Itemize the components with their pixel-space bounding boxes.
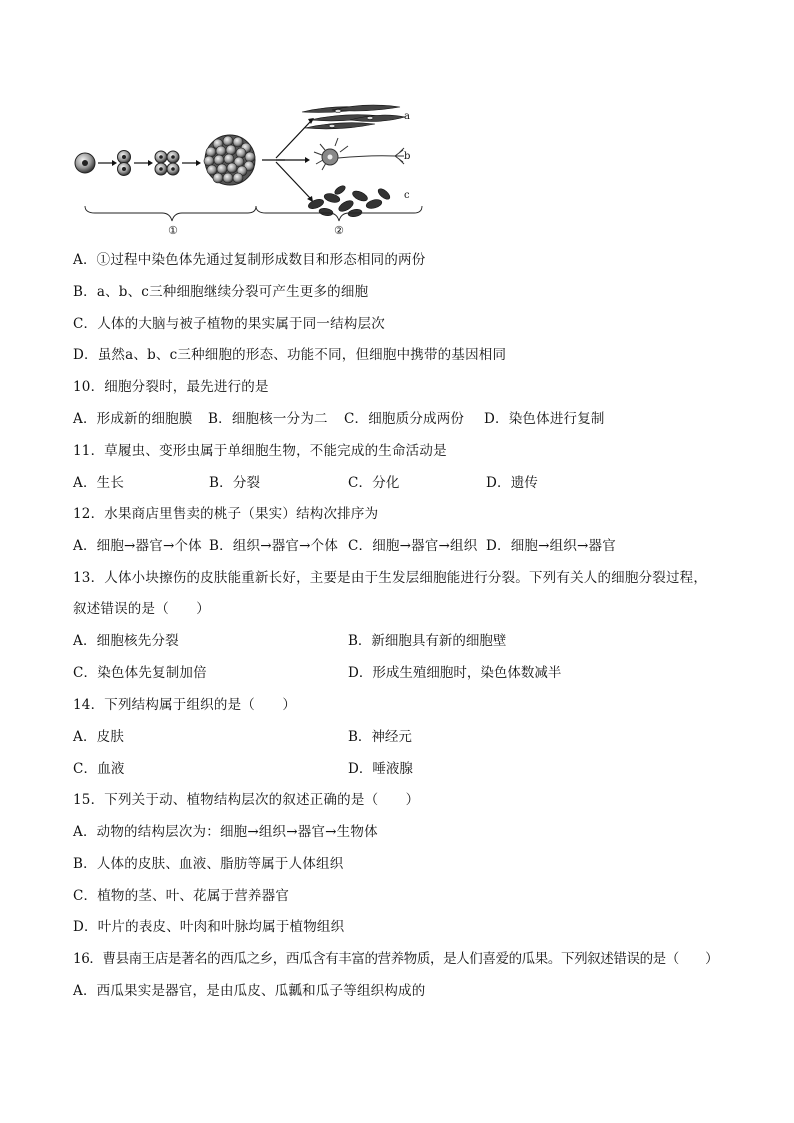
cell-cluster xyxy=(204,135,255,185)
q12-option-b: B．组织→器官→个体 xyxy=(209,538,339,554)
q11-stem: 11．草履虫、变形虫属于单细胞生物，不能完成的生命活动是 xyxy=(73,443,447,459)
cell-division-diagram xyxy=(70,100,430,240)
q10-option-b: B．细胞核一分为二 xyxy=(208,411,328,427)
two-cell-stage xyxy=(118,151,131,176)
q11-option-c: C．分化 xyxy=(348,475,400,491)
q15-option-a: A．动物的结构层次为：细胞→组织→器官→生物体 xyxy=(73,824,378,840)
q10-stem: 10．细胞分裂时，最先进行的是 xyxy=(73,379,269,395)
q9-option-d: D．虽然a、b、c三种细胞的形态、功能不同，但细胞中携带的基因相同 xyxy=(73,347,507,363)
q9-option-c: C．人体的大脑与被子植物的果实属于同一结构层次 xyxy=(73,316,385,332)
q11-option-a: A．生长 xyxy=(73,475,125,491)
q13-option-c: C．染色体先复制加倍 xyxy=(73,665,207,681)
q12-option-c: C．细胞→器官→组织 xyxy=(348,538,478,554)
q11-options xyxy=(73,474,538,492)
q10-options xyxy=(73,410,605,428)
label-a: a xyxy=(404,111,410,122)
fertilized-egg-cell xyxy=(75,153,95,173)
q11-option-d: D．遗传 xyxy=(486,475,539,491)
q14-stem: 14．下列结构属于组织的是（ ） xyxy=(73,697,297,713)
q13-option-a: A．细胞核先分裂 xyxy=(73,633,179,649)
q15-stem: 15．下列关于动、植物结构层次的叙述正确的是（ ） xyxy=(73,792,420,808)
q15-option-c: C．植物的茎、叶、花属于营养器官 xyxy=(73,888,290,904)
q14-option-a: A．皮肤 xyxy=(73,729,125,745)
q14-option-b: B．神经元 xyxy=(348,729,412,745)
neuron-cell-b xyxy=(314,138,404,170)
q13-option-d: D．形成生殖细胞时，染色体数减半 xyxy=(348,665,562,681)
q11-option-b: B．分裂 xyxy=(209,475,261,491)
q10-option-d: D．染色体进行复制 xyxy=(484,411,605,427)
muscle-cells-a xyxy=(302,105,405,129)
q13-stem-line2: 叙述错误的是（ ） xyxy=(73,601,210,617)
q9-option-a: A．①过程中染色体先通过复制形成数目和形态相同的两份 xyxy=(73,252,426,268)
q14-option-c: C．血液 xyxy=(73,761,125,777)
q10-option-c: C．细胞质分成两份 xyxy=(344,411,465,427)
q13-option-b: B．新细胞具有新的细胞壁 xyxy=(348,633,507,649)
q16-option-a: A．西瓜果实是器官，是由瓜皮、瓜瓤和瓜子等组织构成的 xyxy=(73,983,426,999)
brace-stage1 xyxy=(85,206,256,221)
label-b: b xyxy=(404,151,411,162)
q16-stem: 16．曹县南王店是著名的西瓜之乡，西瓜含有丰富的营养物质，是人们喜爱的瓜果。下列叙述错误的是（ ） xyxy=(73,951,719,967)
q12-option-d: D．细胞→组织→器官 xyxy=(486,538,616,554)
q9-option-b: B．a、b、c三种细胞继续分裂可产生更多的细胞 xyxy=(73,284,369,300)
q15-option-d: D．叶片的表皮、叶肉和叶脉均属于植物组织 xyxy=(73,919,345,935)
q12-stem: 12．水果商店里售卖的桃子（果实）结构次排序为 xyxy=(73,506,379,522)
q12-options xyxy=(73,537,616,555)
q15-option-b: B．人体的皮肤、血液、脂肪等属于人体组织 xyxy=(73,856,344,872)
q12-option-a: A．细胞→器官→个体 xyxy=(73,538,202,554)
label-stage1: ① xyxy=(168,224,178,237)
q13-stem-line1: 13．人体小块擦伤的皮肤能重新长好，主要是由于生发层细胞能进行分裂。下列有关人的细胞分裂过程， xyxy=(73,570,708,586)
q10-option-a: A．形成新的细胞膜 xyxy=(73,411,193,427)
q14-option-d: D．唾液腺 xyxy=(348,761,413,777)
label-c: c xyxy=(404,190,410,201)
four-cell-stage xyxy=(155,151,179,175)
label-stage2: ② xyxy=(334,224,344,237)
